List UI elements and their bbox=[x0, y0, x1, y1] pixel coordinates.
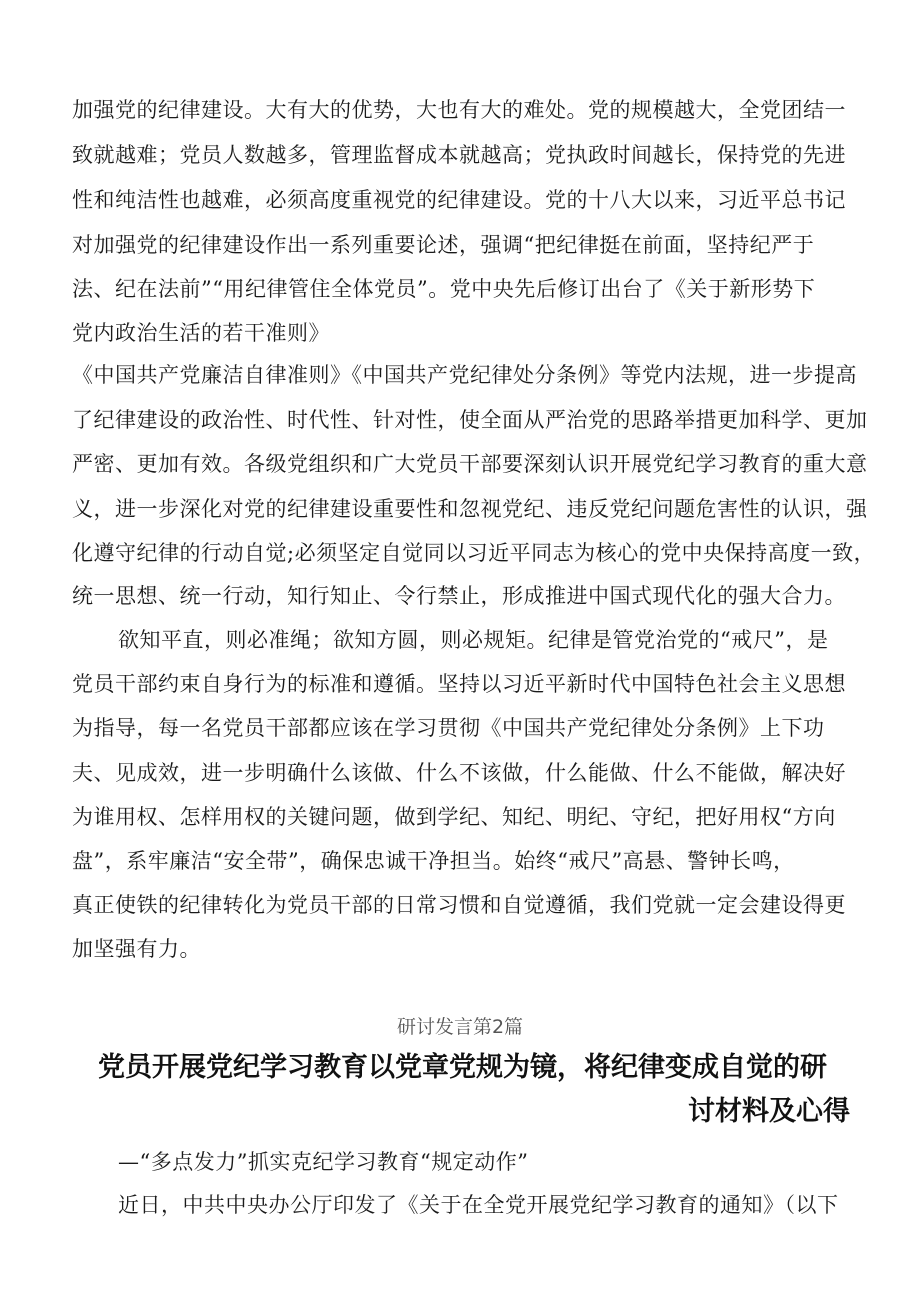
text-line: 盘”，系牢廉洁“安全带”，确保忠诚干净担当。始终“戒尺”高悬、警钟长鸣， bbox=[72, 849, 795, 873]
text-line: 对加强党的纪律建设作出一系列重要论述，强调“把纪律挺在前面，坚持纪严于 bbox=[72, 233, 815, 257]
text-line: 加强党的纪律建设。大有大的优势，大也有大的难处。党的规模越大，全党团结一 bbox=[72, 98, 846, 122]
text-line: 了纪律建设的政治性、时代性、针对性，使全面从严治党的思路举措更加科学、更加 bbox=[72, 408, 868, 432]
text-line: 真正使铁的纪律转化为党员干部的日常习惯和自觉遵循，我们党就一定会建设得更 bbox=[72, 893, 846, 917]
text-line: 党内政治生活的若干准则》 bbox=[72, 321, 330, 345]
section-label: 研讨发言第2篇 bbox=[396, 1016, 524, 1038]
title-line: 党员开展党纪学习教育以党章党规为镜，将纪律变成自觉的研 bbox=[98, 1052, 827, 1083]
text-line: 为谁用权、怎样用权的关键问题，做到学纪、知纪、明纪、守纪，把好用权“方向 bbox=[72, 805, 836, 829]
text-line: 法、纪在法前”“用纪律管住全体党员”。党中央先后修订出台了《关于新形势下 bbox=[72, 277, 816, 301]
text-line: 性和纯洁性也越难，必须高度重视党的纪律建设。党的十八大以来，习近平总书记 bbox=[72, 188, 846, 212]
text-line: 《中国共产党廉洁自律准则》《中国共产党纪律处分条例》等党内法规，进一步提高 bbox=[72, 363, 857, 387]
text-line: 义，进一步深化对党的纪律建设重要性和忽视党纪、违反党纪问题危害性的认识，强 bbox=[72, 497, 868, 521]
text-line: 化遵守纪律的行动自觉;必须坚定自觉同以习近平同志为核心的党中央保持高度一致， bbox=[72, 541, 876, 565]
text-line: 为指导，每一名党员干部都应该在学习贯彻《中国共产党纪律处分条例》上下功 bbox=[72, 716, 825, 740]
subtitle: —“多点发力”抓实克纪学习教育“规定动作” bbox=[118, 1150, 529, 1174]
title-line: 讨材料及心得 bbox=[688, 1096, 850, 1127]
text-line: 欲知平直，则必准绳；欲知方圆，则必规矩。纪律是管党治党的“戒尺”，是 bbox=[118, 628, 829, 652]
text-line: 致就越难；党员人数越多，管理监督成本就越高；党执政时间越长，保持党的先进 bbox=[72, 143, 846, 167]
text-line: 夫、见成效，进一步明确什么该做、什么不该做，什么能做、什么不能做，解决好 bbox=[72, 761, 846, 785]
text-line: 统一思想、统一行动，知行知止、令行禁止，形成推进中国式现代化的强大合力。 bbox=[72, 584, 846, 608]
text-line: 党员干部约束自身行为的标准和遵循。坚持以习近平新时代中国特色社会主义思想 bbox=[72, 672, 846, 696]
text-line: 近日，中共中央办公厅印发了《关于在全党开展党纪学习教育的通知》（以下 bbox=[118, 1193, 839, 1217]
text-line: 严密、更加有效。各级党组织和广大党员干部要深刻认识开展党纪学习教育的重大意 bbox=[72, 452, 868, 476]
text-line: 加坚强有力。 bbox=[72, 937, 201, 961]
